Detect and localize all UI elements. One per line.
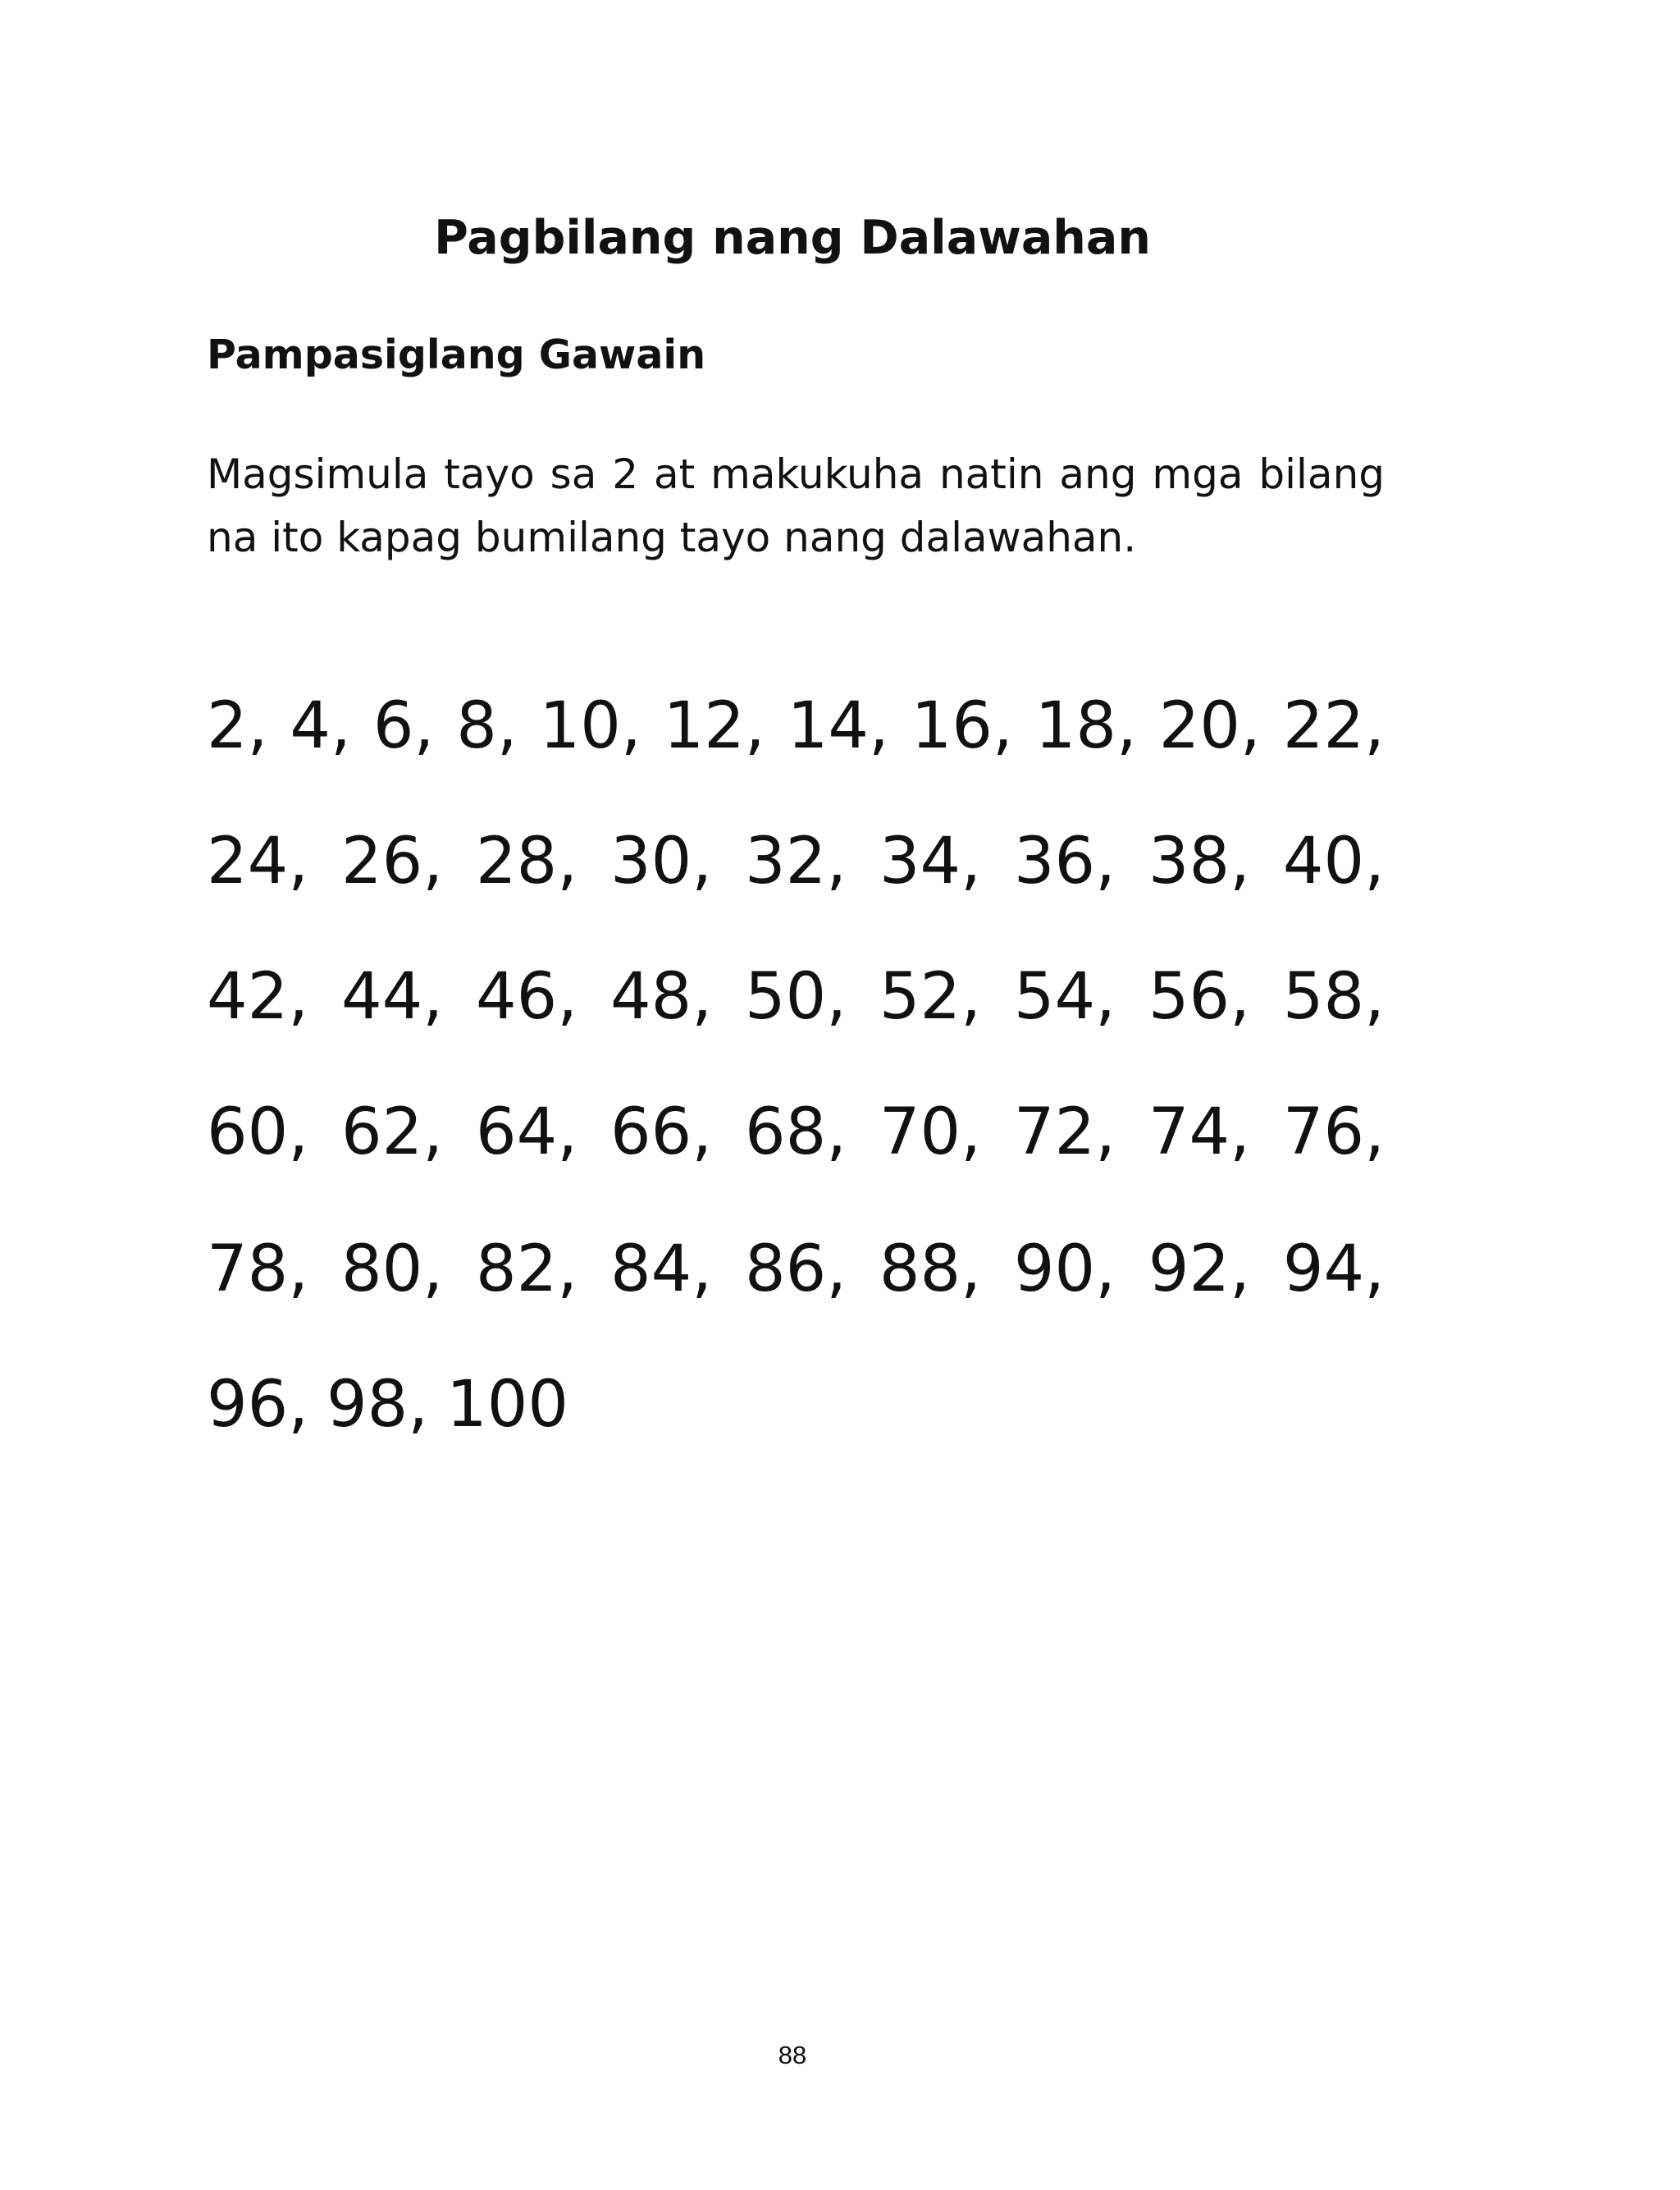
- sequence-number: 90,: [1013, 1232, 1116, 1306]
- sequence-number: 6,: [372, 689, 435, 763]
- sequence-number: 70,: [879, 1095, 981, 1169]
- number-row: [207, 1083, 1385, 1182]
- sequence-number: 16,: [911, 689, 1013, 763]
- sequence-number: 92,: [1148, 1232, 1250, 1306]
- number-row: [207, 1220, 1385, 1319]
- sequence-number: 14,: [787, 689, 889, 763]
- sequence-number: 98,: [326, 1368, 429, 1442]
- sequence-number: 44,: [340, 960, 444, 1034]
- page-title: Pagbilang nang Dalawahan: [434, 211, 1151, 265]
- sequence-number: 48,: [609, 960, 712, 1034]
- sequence-number: 4,: [290, 689, 351, 763]
- sequence-number: 28,: [475, 825, 578, 898]
- sequence-number: 38,: [1148, 825, 1250, 898]
- sequence-number: 62,: [340, 1095, 444, 1169]
- sequence-number: 24,: [207, 825, 309, 898]
- number-row: [207, 1356, 1385, 1454]
- sequence-number: 68,: [744, 1095, 847, 1169]
- number-row: [207, 812, 1385, 911]
- sequence-number: 40,: [1282, 825, 1385, 898]
- sequence-number: 42,: [207, 960, 309, 1034]
- sequence-number: 94,: [1282, 1232, 1385, 1306]
- page-number: 88: [778, 2041, 807, 2069]
- sequence-number: 72,: [1013, 1095, 1116, 1169]
- sequence-number: 54,: [1013, 960, 1116, 1034]
- sequence-number: 82,: [475, 1232, 578, 1306]
- sequence-number: 50,: [744, 960, 847, 1034]
- sequence-number: 52,: [879, 960, 981, 1034]
- sequence-number: 84,: [609, 1232, 712, 1306]
- sequence-number: 22,: [1282, 689, 1385, 763]
- sequence-number: 36,: [1013, 825, 1116, 898]
- sequence-number: 26,: [340, 825, 444, 898]
- sequence-number: 34,: [879, 825, 981, 898]
- number-row: [207, 948, 1385, 1046]
- sequence-number: 10,: [539, 689, 641, 763]
- sequence-number: 86,: [744, 1232, 847, 1306]
- sequence-number: 46,: [475, 960, 578, 1034]
- sequence-number: 66,: [609, 1095, 712, 1169]
- sequence-number: 2,: [207, 689, 268, 763]
- section-heading: Pampasiglang Gawain: [207, 331, 706, 378]
- sequence-number: 64,: [475, 1095, 578, 1169]
- sequence-number: 56,: [1148, 960, 1250, 1034]
- sequence-number: 30,: [609, 825, 712, 898]
- sequence-number: 76,: [1282, 1095, 1385, 1169]
- number-row: [207, 677, 1385, 775]
- sequence-number: 80,: [340, 1232, 444, 1306]
- sequence-number: 78,: [207, 1232, 309, 1306]
- sequence-number: 96,: [207, 1368, 309, 1442]
- sequence-number: 12,: [663, 689, 765, 763]
- sequence-number: 32,: [744, 825, 847, 898]
- sequence-number: 58,: [1282, 960, 1385, 1034]
- sequence-number: 88,: [879, 1232, 981, 1306]
- sequence-number: 8,: [456, 689, 518, 763]
- sequence-number: 18,: [1034, 689, 1137, 763]
- intro-paragraph: Magsimula tayo sa 2 at makukuha natin ang mga bilang na ito kapag bumilang tayo nang dalawahan.: [207, 450, 1385, 561]
- sequence-number: 60,: [207, 1095, 309, 1169]
- sequence-number: 20,: [1158, 689, 1261, 763]
- sequence-number: 74,: [1148, 1095, 1250, 1169]
- sequence-number: 100: [446, 1368, 568, 1442]
